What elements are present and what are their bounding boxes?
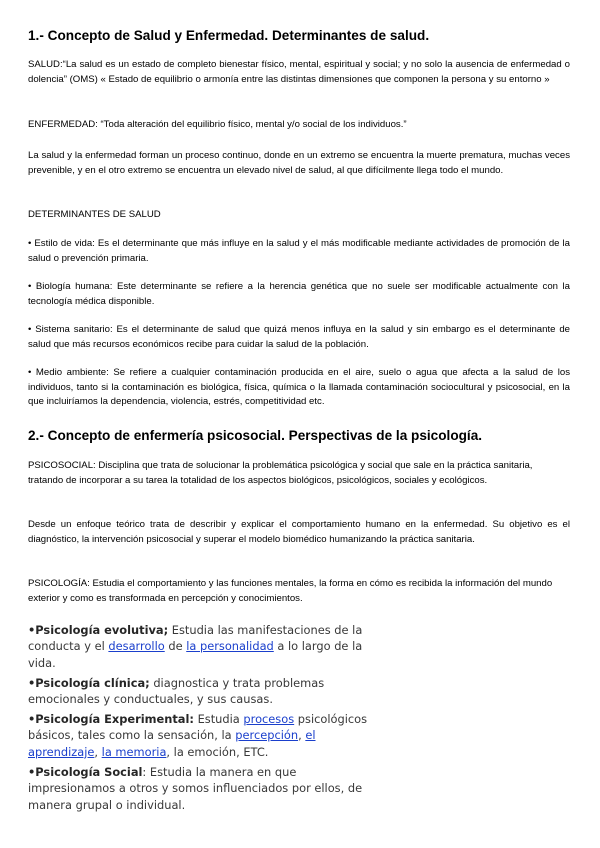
text: psicológicos básicos, tales como la sensación, la <box>28 712 368 743</box>
link-aprendizaje[interactable]: el aprendizaje <box>28 728 316 759</box>
text: diagnostica y trata problemas emocionales y conductuales, y sus causas. <box>28 675 325 707</box>
enfoque-paragraph: Desde un enfoque teórico trata de describir y explicar el comportamiento humano en la enfermedad. Su objetivo es el diagnóstico, la intervención psicosocial y superar el modelo biomédico humanizando la práctica sanitaria. <box>28 519 570 545</box>
text: Estudia <box>193 712 244 727</box>
psicologia-experimental-item <box>28 711 373 760</box>
section-1-heading: 1.- Concepto de Salud y Enfermedad. Determinantes de salud. <box>28 28 430 43</box>
section-2-heading: 2.- Concepto de enfermería psicosocial. Perspectivas de la psicología. <box>28 428 483 443</box>
text: , <box>298 728 306 743</box>
text: , <box>94 744 102 759</box>
term: •Psicología evolutiva; <box>28 623 169 637</box>
link-percepcion[interactable]: percepción <box>235 728 299 743</box>
psicosocial-definition: PSICOSOCIAL: Disciplina que trata de solucionar la problemática psicológica y social que sale en la práctica sanitaria, tratando de incorporar a su tarea la totalidad de los aspectos biológicos, psicológicos, sociales y ecológicos. <box>28 460 533 486</box>
salud-definition: SALUD:“La salud es un estado de completo bienestar físico, mental, espiritual y social; y no solo la ausencia de enfermedad o dolencia” (OMS) « Estado de equilibrio o armonía entre las distintas dimensiones que componen la persona y su entorno » <box>28 59 570 85</box>
term: •Psicología Experimental: <box>28 712 194 727</box>
sistema-sanitario-item: • Sistema sanitario: Es el determinante de salud que quizá menos influya en la salud y sin embargo es el determinante de salud que más recursos económicos recibe para cuidar la salud de la población. <box>28 324 570 350</box>
psychology-branches-excerpt <box>28 622 373 812</box>
psicologia-definition: PSICOLOGÍA: Estudia el comportamiento y las funciones mentales, la forma en cómo es recibida la información del mundo exterior y como es transformada en percepción y conocimientos. <box>28 578 553 604</box>
text: : Estudia la manera en que impresionamos a otros y somos influenciados por ellos, de manera grupal o individual. <box>28 764 363 812</box>
estilo-vida-item: • Estilo de vida: Es el determinante que más influye en la salud y el más modificable mediante actividades de promoción de la salud o prevención primaria. <box>28 238 570 264</box>
continuum-paragraph: La salud y la enfermedad forman un proceso continuo, donde en un extremo se encuentra la muerte prematura, muchas veces prevenible, y en el otro extremo se encuentra un elevado nivel de salud, al que difícilmente llega todo el mundo. <box>28 150 570 176</box>
term: •Psicología clínica; <box>28 675 150 690</box>
term: •Psicología Social <box>28 764 143 779</box>
psicologia-clinica-item <box>28 675 373 708</box>
link-procesos[interactable]: procesos <box>243 712 295 727</box>
psicologia-evolutiva-item <box>28 622 373 671</box>
biologia-item: • Biología humana: Este determinante se refiere a la herencia genética que no suele ser modificable actualmente con la tecnología médica disponible. <box>28 281 570 307</box>
determinantes-title: DETERMINANTES DE SALUD <box>28 209 161 220</box>
medio-ambiente-item: • Medio ambiente: Se refiere a cualquier contaminación producida en el aire, suelo o agua que afecta a la salud de los individuos, tanto si la contaminación es biológica, física, química o la llamada contaminación sociocultural y psicosocial, en la que incluiríamos la dependencia, violencia, estrés, competitividad etc. <box>28 367 570 407</box>
link-memoria[interactable]: la memoria <box>101 744 167 759</box>
enfermedad-definition: ENFERMEDAD: “Toda alteración del equilibrio físico, mental y/o social de los individuos.” <box>28 119 407 130</box>
link-personalidad[interactable]: la personalidad <box>186 639 274 654</box>
psicologia-social-item <box>28 764 373 813</box>
text: Estudia las manifestaciones de la conducta y el <box>28 623 363 654</box>
text: de <box>164 639 187 654</box>
text: a lo largo de la vida. <box>28 639 363 670</box>
text: , la emoción, ETC. <box>166 744 269 759</box>
link-desarrollo[interactable]: desarrollo <box>108 639 165 654</box>
